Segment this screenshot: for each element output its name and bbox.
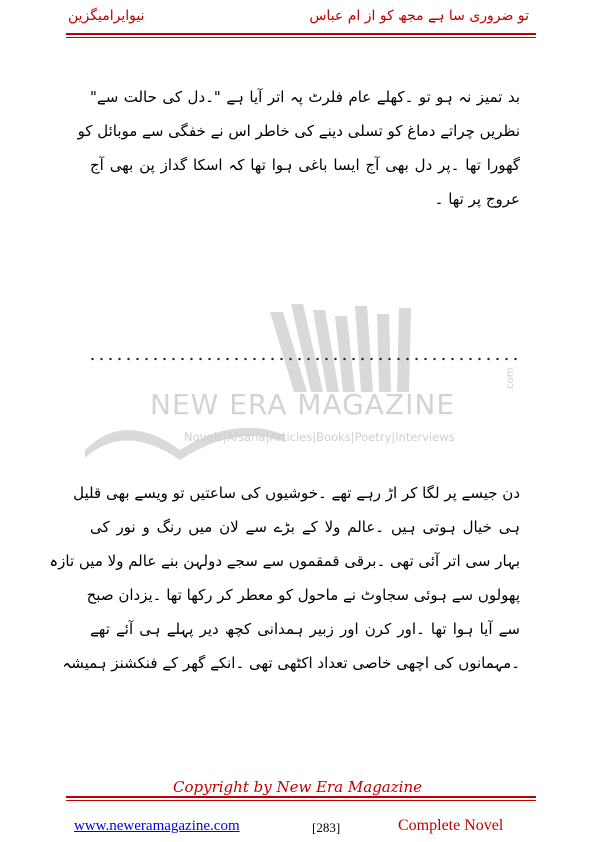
text-line: دن جیسے پر لگا کر اڑ رہے تھے ۔خوشیوں کی ساعتیں تو ویسے بھی قلیل — [73, 484, 520, 502]
watermark-domain-suffix: .com — [505, 367, 516, 392]
text-line: بہار سی اتر آئی تھی ۔برقی قمقموں سے سجے دولہن بنے عالم ولا میں تازہ — [49, 552, 520, 570]
text-line: ہی خیال ہوتی ہیں ۔عالم ولا کے بڑے سے لان میں رنگ و نور کی — [90, 518, 520, 536]
paragraph-2 — [49, 476, 520, 680]
page-number: [283] — [312, 820, 341, 835]
text-line: بد تمیز نہ ہو تو ۔کھلے عام فلرٹ پہ اتر آیا ہے "۔دل کی حالت سے" — [90, 88, 520, 106]
header-magazine-name: نیوایرامیگزین — [68, 8, 145, 24]
watermark-subtitle: Novels|Afsana|Articles|Books|Poetry|Interviews — [184, 430, 455, 444]
footer-label: Complete Novel — [398, 817, 504, 834]
text-line: سے آیا ہوا تھا ۔اور کرن اور زبیر ہمدانی کچھ دیر پہلے ہی آئے تھے — [90, 620, 520, 638]
header-rule — [66, 33, 536, 35]
watermark-title: NEW ERA MAGAZINE — [150, 388, 456, 421]
text-line: گھورا تھا ۔پر دل بھی آج ایسا باغی ہوا تھا کہ اسکا گداز پن بھی آج — [90, 156, 520, 174]
text-line: ۔مہمانوں کی اچھی خاصی تعداد اکٹھی تھی ۔انکے گھر کے فنکشنز ہمیشہ — [62, 654, 520, 672]
text-line: عروج پر تھا ۔ — [434, 190, 520, 208]
text-line: نظریں چراتے دماغ کو تسلی دینے کی خاطر اس نے خفگی سے موبائل کو — [77, 122, 520, 140]
copyright-notice: Copyright by New Era Magazine — [173, 778, 422, 796]
footer-rule-thin — [66, 800, 536, 801]
paragraph-1 — [77, 80, 520, 216]
header-title: تو ضروری سا ہے مجھ کو از ام عباس — [309, 8, 529, 24]
website-link[interactable]: www.neweramagazine.com — [74, 818, 240, 834]
footer-rule — [66, 796, 536, 798]
dotted-separator — [88, 356, 522, 362]
header-rule-thin — [66, 37, 536, 38]
text-line: پھولوں سے ہوئی سجاوٹ نے ماحول کو معطر کر رکھا تھا ۔یزدان صبح — [86, 586, 520, 604]
